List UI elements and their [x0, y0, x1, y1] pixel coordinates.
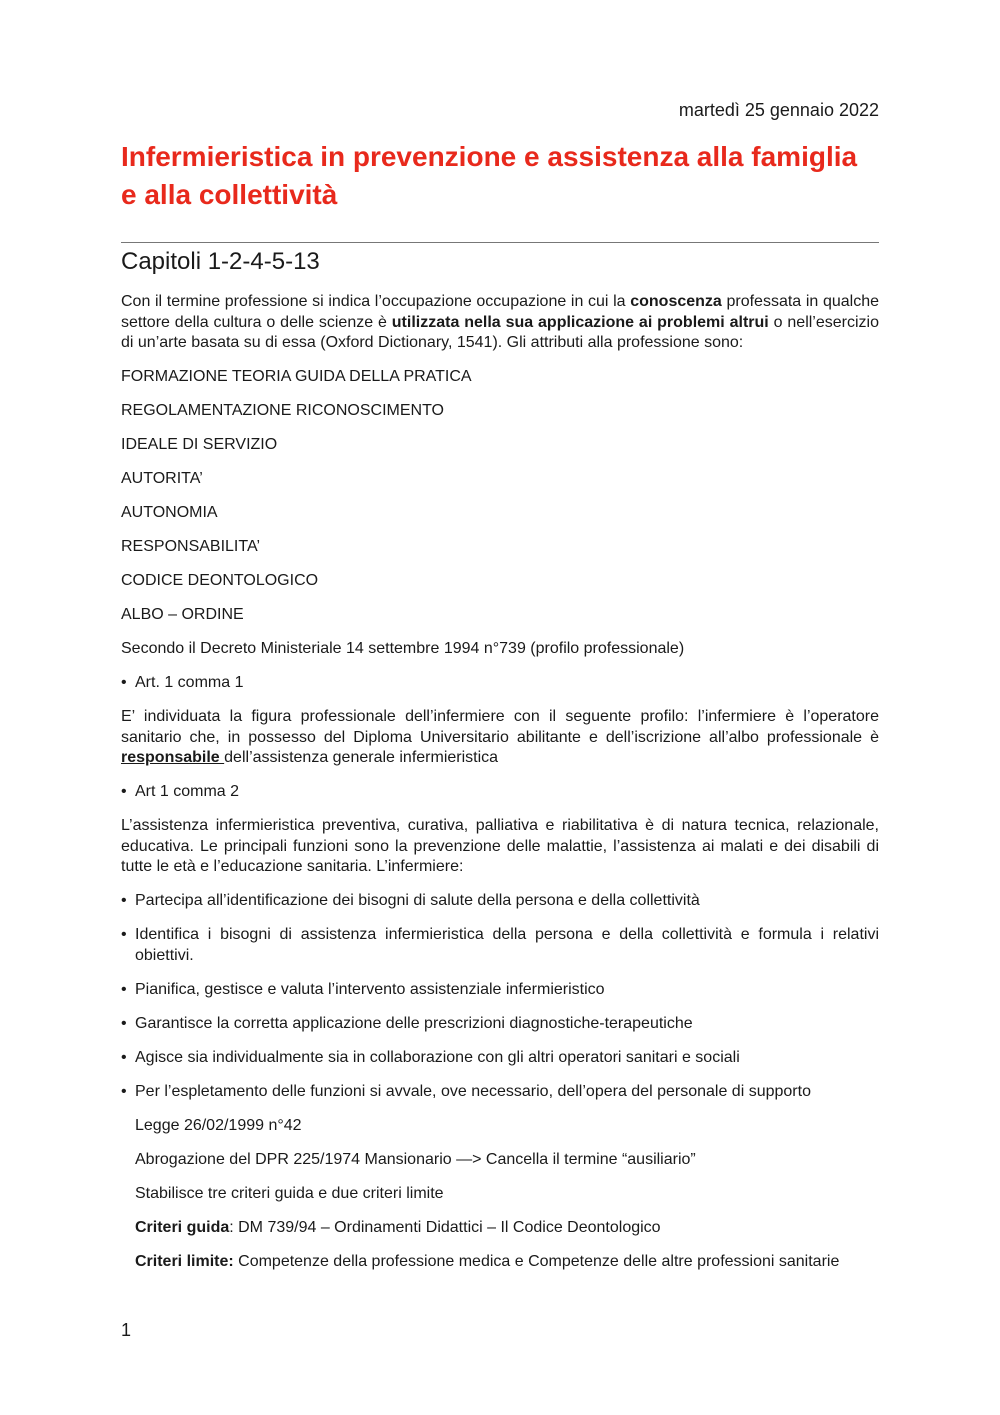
bullet-icon: • [121, 1082, 127, 1100]
intro-bold-applied: utilizzata nella sua applicazione ai problemi altrui [391, 313, 769, 331]
page-number: 1 [121, 1320, 132, 1340]
duty-text: Partecipa all’identificazione dei bisogni di salute della persona e della collettività [135, 892, 700, 909]
duty-item [121, 891, 879, 912]
attribute-item: ALBO – ORDINE [121, 606, 244, 623]
article-1-text-1: E’ individuata la figura professionale dell’infermiere con il seguente profilo: l’infermiere è l’operatore sanitario che, in possesso del Diploma Universitario abilitante e dell’iscrizione all’albo professionale è [121, 708, 879, 746]
duty-text: Identifica i bisogni di assistenza infermieristica della persona e della collettività e formula i relativi obiettivi. [135, 926, 879, 964]
bullet-icon: • [121, 980, 127, 998]
bullet-icon: • [121, 926, 127, 943]
article-heading [121, 673, 879, 694]
intro-paragraph [121, 292, 879, 354]
article-heading-text: Art. 1 comma 1 [135, 674, 244, 691]
title-divider [121, 242, 879, 243]
document-body [121, 292, 879, 1286]
guide-criteria-label: Criteri guida [135, 1218, 230, 1236]
intro-text-1: Con il termine professione si indica l’occupazione occupazione in cui la [121, 293, 631, 310]
limit-criteria-label: Criteri limite: [135, 1252, 234, 1270]
attribute-item: RESPONSABILITA’ [121, 538, 260, 555]
article-heading [121, 782, 879, 803]
guide-criteria [121, 1218, 879, 1239]
duty-text: Garantisce la corretta applicazione delle prescrizioni diagnostiche-terapeutiche [135, 1014, 693, 1032]
attribute-item: FORMAZIONE TEORIA GUIDA DELLA PRATICA [121, 368, 472, 385]
intro-bold-knowledge: conoscenza [630, 293, 722, 310]
article-1-text-2: dell’assistenza generale infermieristica [224, 749, 499, 766]
bullet-icon: • [121, 674, 127, 691]
chapters-heading: Capitoli 1-2-4-5-13 [121, 248, 320, 275]
responsabile-term: responsabile [121, 749, 225, 766]
duty-item [121, 1048, 879, 1069]
intro-text-3: o nell’esercizio di un’arte basata su di essa (Oxford Dictionary, 1541). Gli attributi alla professione sono: [121, 313, 879, 351]
article-heading-text: Art 1 comma 2 [135, 783, 240, 800]
guide-criteria-text: : DM 739/94 – Ordinamenti Didattici – Il Codice Deontologico [229, 1218, 661, 1236]
bullet-icon: • [121, 783, 127, 800]
bullet-icon: • [121, 1048, 127, 1066]
attribute-item: IDEALE DI SERVIZIO [121, 436, 278, 453]
duty-item [121, 925, 879, 966]
limit-criteria [121, 1252, 879, 1273]
duty-item [121, 980, 879, 1001]
duty-item [121, 1082, 879, 1103]
bullet-icon: • [121, 892, 127, 909]
duty-text: Pianifica, gestisce e valuta l’intervento assistenziale infermieristico [135, 980, 605, 998]
law-title: Legge 26/02/1999 n°42 [135, 1116, 302, 1134]
article-2-paragraph: L’assistenza infermieristica preventiva, curativa, palliativa e riabilitativa è di natura tecnica, relazionale, educativa. Le principali funzioni sono la prevenzione delle malattie, l’assistenza ai malati e dei disabili di tutte le età e l’educazione sanitaria. L’infermiere: [121, 817, 879, 875]
attribute-item: AUTORITA’ [121, 470, 203, 487]
attribute-item: REGOLAMENTAZIONE RICONOSCIMENTO [121, 402, 444, 419]
law-abrogation: Abrogazione del DPR 225/1974 Mansionario —> Cancella il termine “ausiliario” [135, 1150, 696, 1168]
article-1-paragraph [121, 707, 879, 769]
bullet-icon: • [121, 1014, 127, 1032]
intro-text-2: professata in qualche settore della cultura o delle scienze è [121, 293, 879, 331]
law-criteria: Stabilisce tre criteri guida e due criteri limite [135, 1184, 444, 1202]
duty-text: Per l’espletamento delle funzioni si avvale, ove necessario, dell’opera del personale di supporto [135, 1082, 811, 1100]
duty-text: Agisce sia individualmente sia in collaborazione con gli altri operatori sanitari e sociali [135, 1048, 740, 1066]
duty-item [121, 1014, 879, 1035]
decree-paragraph: Secondo il Decreto Ministeriale 14 settembre 1994 n°739 (profilo professionale) [121, 640, 685, 657]
document-date: martedì 25 gennaio 2022 [678, 100, 879, 120]
attribute-item: CODICE DEONTOLOGICO [121, 572, 319, 589]
document-title: Infermieristica in prevenzione e assistenza alla famiglia e alla collettività [121, 141, 858, 210]
limit-criteria-text: Competenze della professione medica e Competenze delle altre professioni sanitarie [233, 1252, 840, 1270]
attribute-item: AUTONOMIA [121, 504, 218, 521]
